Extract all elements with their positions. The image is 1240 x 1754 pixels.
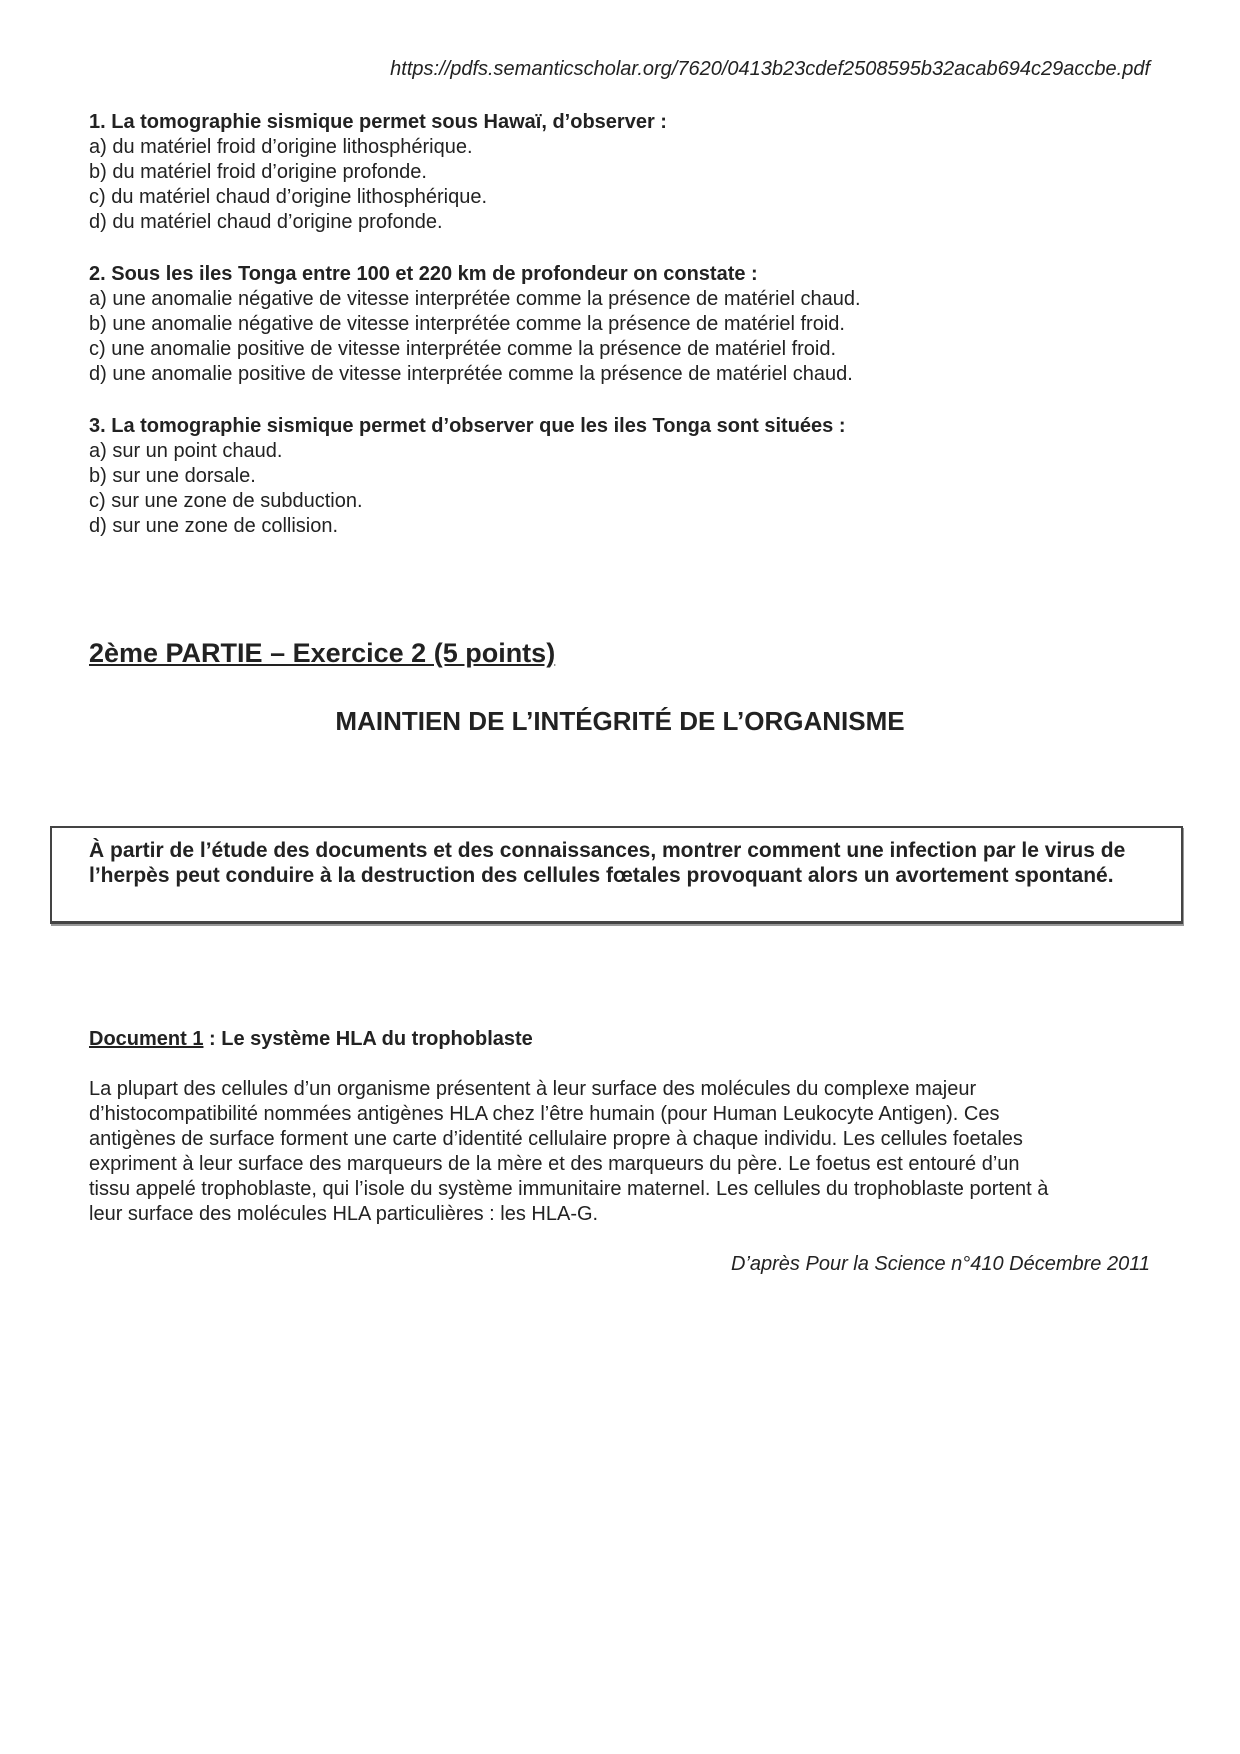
task-box <box>50 826 1183 924</box>
source-url[interactable]: https://pdfs.semanticscholar.org/7620/0413b23cdef2508595b32acab694c29accbe.pdf <box>390 58 1150 80</box>
paragraph-line: tissu appelé trophoblaste, qui l’isole du système immunitaire maternel. Les cellules du trophoblaste portent à <box>89 1178 1049 1200</box>
answer-option: d) du matériel chaud d’origine profonde. <box>89 211 443 233</box>
question-text: 3. La tomographie sismique permet d’observer que les iles Tonga sont situées : <box>89 415 846 437</box>
document-body <box>89 1077 1149 1227</box>
answer-option: d) une anomalie positive de vitesse interprétée comme la présence de matériel chaud. <box>89 363 853 385</box>
paragraph-line: expriment à leur surface des marqueurs de la mère et des marqueurs du père. Le foetus est entouré d’un <box>89 1153 1020 1175</box>
paragraph-line: d’histocompatibilité nommées antigènes HLA chez l’être humain (pour Human Leukocyte Antigen). Ces <box>89 1103 1000 1125</box>
question-3 <box>89 414 1149 539</box>
answer-option: c) une anomalie positive de vitesse interprétée comme la présence de matériel froid. <box>89 338 837 360</box>
answer-option: a) une anomalie négative de vitesse interprétée comme la présence de matériel chaud. <box>89 288 861 310</box>
answer-option: d) sur une zone de collision. <box>89 515 339 537</box>
document-label: Document 1 <box>89 1028 204 1050</box>
answer-option: a) du matériel froid d’origine lithosphérique. <box>89 136 473 158</box>
answer-option: b) une anomalie négative de vitesse interprétée comme la présence de matériel froid. <box>89 313 845 335</box>
section-title: MAINTIEN DE L’INTÉGRITÉ DE L’ORGANISME <box>335 706 905 736</box>
document-heading <box>89 1028 533 1051</box>
question-1 <box>89 110 1149 235</box>
answer-option: b) du matériel froid d’origine profonde. <box>89 161 427 183</box>
answer-option: c) sur une zone de subduction. <box>89 490 363 512</box>
question-text: 2. Sous les iles Tonga entre 100 et 220 km de profondeur on constate : <box>89 263 758 285</box>
document-title: : Le système HLA du trophoblaste <box>203 1028 533 1050</box>
paragraph-line: antigènes de surface forment une carte d’identité cellulaire propre à chaque individu. Les cellules foetales <box>89 1128 1023 1150</box>
paragraph-line: La plupart des cellules d’un organisme présentent à leur surface des molécules du complexe majeur <box>89 1078 977 1100</box>
document-source: D’après Pour la Science n°410 Décembre 2011 <box>731 1253 1150 1275</box>
answer-option: a) sur un point chaud. <box>89 440 283 462</box>
paragraph-line: leur surface des molécules HLA particulières : les HLA-G. <box>89 1203 599 1225</box>
answer-option: b) sur une dorsale. <box>89 465 256 487</box>
question-2 <box>89 262 1149 387</box>
question-text: 1. La tomographie sismique permet sous Hawaï, d’observer : <box>89 111 667 133</box>
answer-option: c) du matériel chaud d’origine lithosphérique. <box>89 186 488 208</box>
part-heading: 2ème PARTIE – Exercice 2 (5 points) <box>89 638 556 668</box>
task-instructions: À partir de l’étude des documents et des connaissances, montrer comment une infection par le virus de l’herpès peut conduire à la destruction des cellules fœtales provoquant alors un avortement spontané. <box>89 839 1126 887</box>
